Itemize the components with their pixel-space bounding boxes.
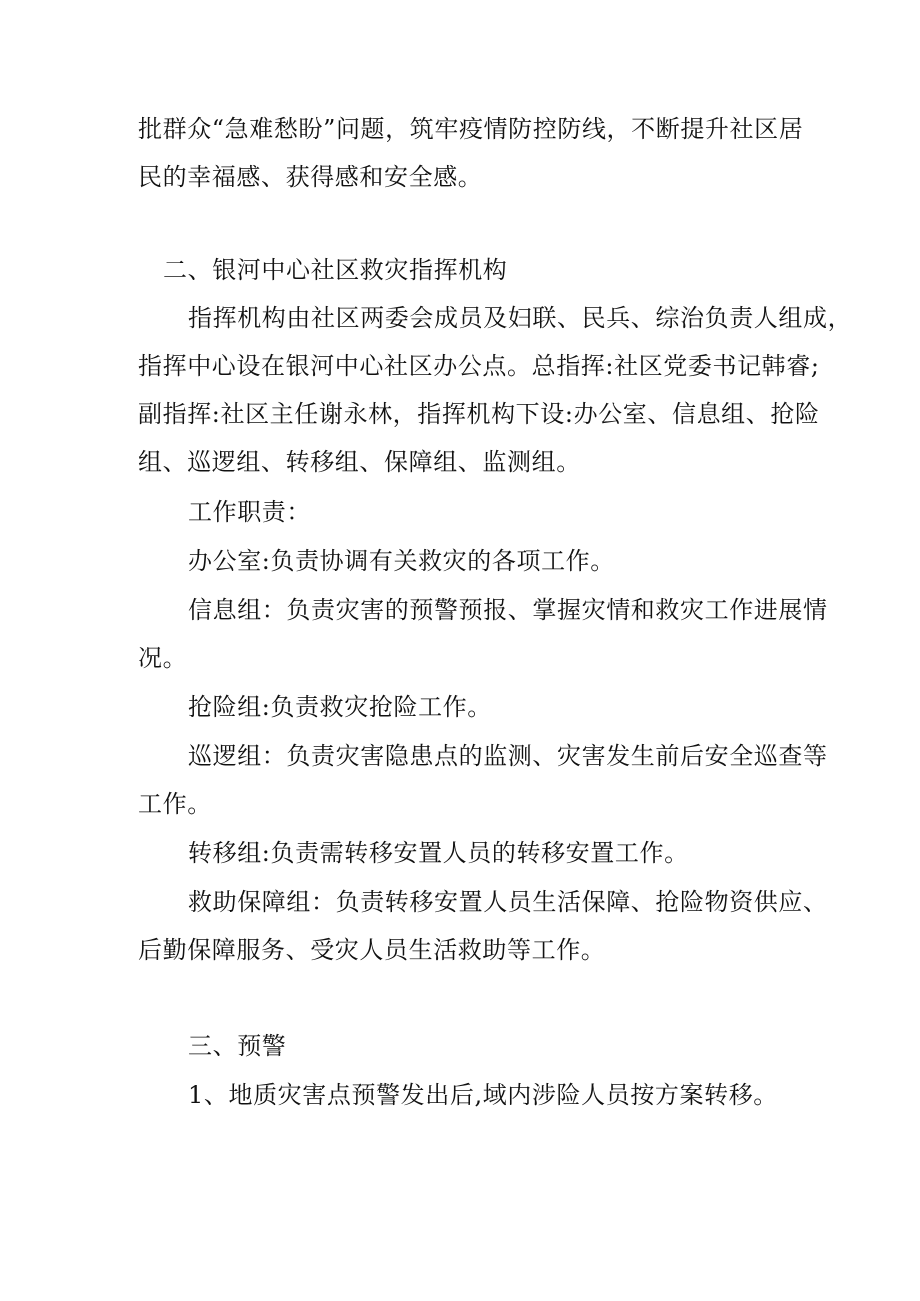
duty-info-line-1: 信息组：负责灾害的预警预报、掌握灾情和救灾工作进展情	[188, 596, 828, 624]
duty-office: 办公室:负责协调有关救灾的各项工作。	[188, 547, 615, 575]
command-intro-line-1: 指挥机构由社区两委会成员及妇联、民兵、综治负责人组成，	[188, 304, 853, 332]
duty-info-line-2: 况。	[138, 644, 188, 672]
command-intro-line-2: 指挥中心设在银河中心社区办公点。总指挥:社区党委书记韩睿;	[138, 352, 820, 380]
duty-rescue: 抢险组:负责救灾抢险工作。	[188, 693, 492, 721]
duties-title: 工作职责：	[188, 498, 311, 526]
command-intro-line-4: 组、巡逻组、转移组、保障组、监测组。	[138, 448, 581, 476]
duty-patrol-line-2: 工作。	[138, 790, 212, 818]
paragraph-continuation-line-1: 批群众“急难愁盼”问题，筑牢疫情防控防线，不断提升社区居	[138, 115, 804, 143]
duty-support-line-2: 后勤保障服务、受灾人员生活救助等工作。	[138, 936, 606, 964]
paragraph-continuation-line-2: 民的幸福感、获得感和安全感。	[138, 163, 483, 191]
command-intro-line-3: 副指挥:社区主任谢永林，指挥机构下设:办公室、信息组、抢险	[138, 400, 820, 428]
duty-patrol-line-1: 巡逻组：负责灾害隐患点的监测、灾害发生前后安全巡查等	[188, 742, 828, 770]
section-heading-command: 二、银河中心社区救灾指挥机构	[163, 256, 508, 284]
duty-support-line-1: 救助保障组：负责转移安置人员生活保障、抢险物资供应、	[188, 888, 828, 916]
section-heading-warning: 三、预警	[188, 1032, 287, 1060]
warning-item-1: 1、地质灾害点预警发出后,域内涉险人员按方案转移。	[188, 1081, 778, 1109]
duty-transfer: 转移组:负责需转移安置人员的转移安置工作。	[188, 839, 689, 867]
